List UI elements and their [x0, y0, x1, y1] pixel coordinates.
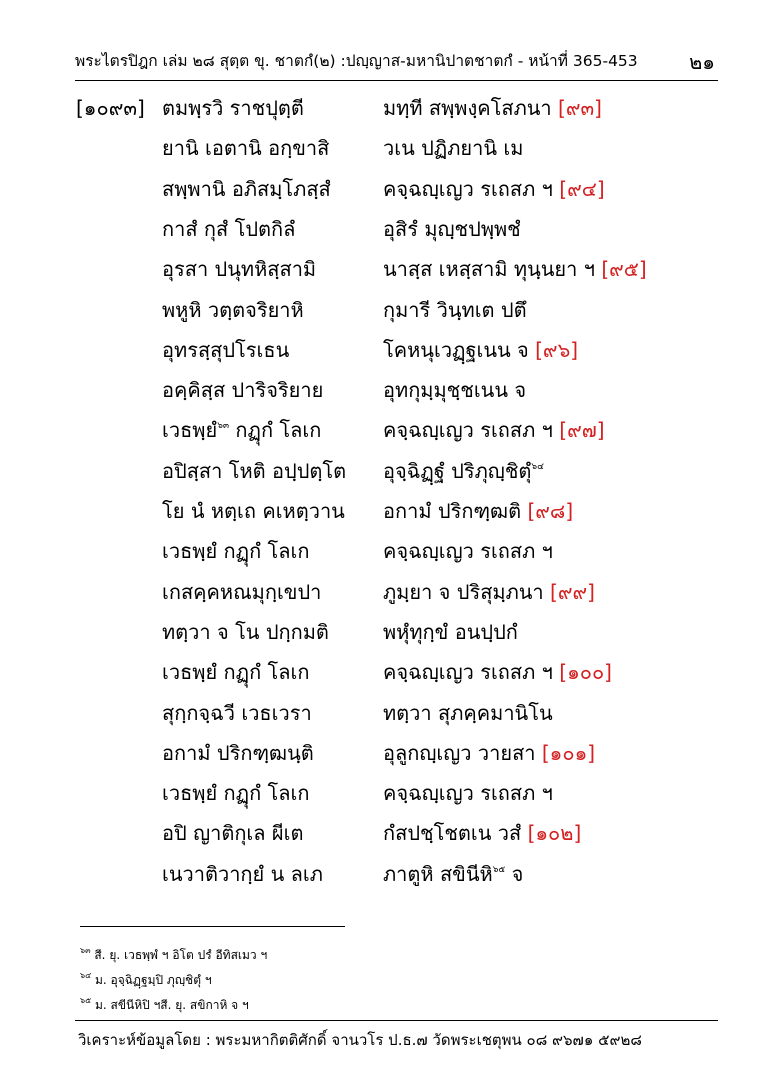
verse-right-text: คจฺฉญฺเญว รเถสภ ฯ [383, 781, 553, 806]
verse-left [162, 294, 304, 326]
verse-left [162, 697, 312, 729]
verse-right-rest: จ [505, 861, 524, 886]
header-divider [75, 80, 718, 81]
page-number: ๒๑ [689, 50, 715, 74]
verse-left [162, 737, 314, 769]
verse-row [0, 527, 770, 567]
verse-row [0, 487, 770, 527]
verse-right-text: วเน ปฏิภยานิ เม [383, 136, 524, 161]
verse-left-text: เนวาติวากฺยํ น ลเภ [162, 861, 323, 886]
verse-left [162, 92, 304, 124]
verse-left [162, 374, 323, 406]
footnote-mark: ๖๔ [80, 971, 92, 980]
verse-right-text: คจฺฉญฺเญว รเถสภ ฯ [383, 176, 553, 201]
verse-right-text: ทตฺวา สุภคฺคมานิโน [383, 700, 553, 725]
verse-right-text: คจฺฉญฺเญว รเถสภ ฯ [383, 660, 553, 685]
verse-right-text: อุลูกญฺเญว วายสา [383, 740, 536, 765]
verse-reference-number: [๙๔] [559, 176, 605, 201]
verse-right [383, 455, 544, 487]
verse-right [383, 173, 605, 205]
verse-right [383, 656, 612, 688]
verse-left [162, 132, 329, 164]
verse-number: [๑๐๙๓] [76, 96, 145, 120]
verse-left-text: สพฺพานิ อภิสมฺโภสฺสํ [162, 176, 331, 201]
verse-row [0, 84, 770, 124]
verse-left-text: เวธพฺยํ กฏุกํ โลเก [162, 781, 310, 806]
verse-left [162, 334, 289, 366]
verse-reference-number: [๑๐๒] [527, 821, 582, 846]
footnote-mark: ๖๓ [80, 946, 91, 955]
verse-left-text: อคฺคิสฺส ปาริจริยาย [162, 378, 324, 403]
verse-left-text: ทตฺวา จ โน ปกฺกมติ [162, 619, 329, 644]
verse-right [383, 817, 581, 849]
verse-row [0, 286, 770, 326]
verse-row [0, 447, 770, 487]
verse-left-text: โย นํ หตฺเถ คเหตฺวาน [162, 499, 345, 523]
verse-right [383, 576, 595, 608]
verse-left [162, 495, 345, 527]
verse-left [162, 535, 309, 567]
verse-right [383, 294, 527, 326]
page-header [75, 40, 715, 80]
verse-row [0, 689, 770, 729]
verse-right [383, 535, 553, 567]
verse-right-text: กุมารี วินฺทเต ปตึ [383, 297, 527, 322]
footnote-text: ม. สขีนีหิปิ ฯสี. ยุ. สขิกาหิ จ ฯ [91, 998, 249, 1012]
verse-right [383, 777, 553, 809]
verse-row [0, 809, 770, 849]
verse-right-text: นาสฺส เหสฺสามิ ทุนฺนยา ฯ [383, 257, 595, 282]
footnote-text: ม. อุจฺฉิฏฺฐมฺปิ ภุญฺชิตุํ ฯ [91, 973, 212, 987]
verse-right [383, 858, 523, 890]
verse-left-text: กาสํ กุสํ โปตกิลํ [162, 216, 296, 241]
verse-right-text: ภาตูหิ สขินีหิ [383, 861, 493, 886]
verse-left [162, 213, 295, 245]
verse-left [162, 414, 321, 446]
verse-right [383, 253, 647, 285]
verse-row [0, 205, 770, 245]
verse-right-text: อุสิรํ มุญฺชปพฺพชํ [383, 216, 521, 241]
verse-right [383, 414, 605, 446]
verse-row [0, 608, 770, 648]
footnote-marker: ๖๔ [531, 461, 544, 472]
verse-row [0, 769, 770, 809]
footnote [80, 943, 680, 968]
footer-divider [75, 1020, 718, 1021]
verse-left-text: อปิสฺสา โหติ อปฺปตฺโต [162, 458, 347, 483]
verse-reference-number: [๙๖] [535, 337, 579, 362]
footnotes [80, 943, 680, 1018]
page-footer: วิเคราะห์ข้อมูลโดย : พระมหากิตติศักดิ์ จานวโร ป.ธ.๗ วัดพระเชตุพน ๐๘ ๙๖๗๑ ๕๙๒๘ [78, 1031, 642, 1049]
footnote-marker: ๖๓ [217, 421, 230, 432]
footnote [80, 968, 680, 993]
footnote-mark: ๖๕ [80, 996, 92, 1005]
verse-reference-number: [๙๗] [559, 418, 605, 443]
verse-row [0, 245, 770, 285]
verse-right [383, 132, 523, 164]
verse-right-text: กํสปชฺโชตเน วสํ [383, 821, 522, 846]
verse-reference-number: [๙๘] [527, 499, 574, 523]
verse-left-text: อุรสา ปนุทหิสฺสามิ [162, 257, 317, 282]
verse-row [0, 406, 770, 446]
verse-right-text: ภูมฺยา จ ปริสุมฺภนา [383, 579, 544, 604]
footnote-divider [80, 926, 345, 927]
verse-left [162, 777, 309, 809]
verse-reference-number: [๙๙] [550, 579, 595, 604]
verse-row [0, 850, 770, 890]
verse-left-text: เวธพฺยํ กฏุกํ โลเก [162, 660, 310, 685]
verse-reference-number: [๙๓] [558, 96, 602, 120]
verse-row [0, 326, 770, 366]
verse-right-text: มทฺที สพฺพงฺคโสภนา [383, 96, 552, 120]
verse-right [383, 737, 595, 769]
verse-left [162, 656, 309, 688]
verse-left-text: พหูหิ วตฺตจริยาหิ [162, 297, 304, 322]
verse-right [383, 697, 553, 729]
verse-reference-number: [๑๐๑] [541, 740, 596, 765]
verse-reference-number: [๙๕] [601, 257, 647, 282]
verse-right [383, 495, 573, 527]
verse-left-text: เวธพฺยํ กฏุกํ โลเก [162, 539, 310, 564]
verse-left [162, 858, 323, 890]
verse-row [0, 124, 770, 164]
verse-right-text: โคหนุเวฏฺฐเนน จ [383, 337, 529, 362]
verse-left-text: เกสคฺคหณมุกฺเขปา [162, 579, 322, 604]
verse-left-text: อกามํ ปริกฑฺฒนฺติ [162, 740, 314, 765]
verse-left [162, 817, 303, 849]
verse-right [383, 616, 518, 648]
verse-left-text: เวธพฺยํ [162, 418, 218, 443]
verse-left [162, 576, 321, 608]
footnote-text: สี. ยุ. เวธพฺพํ ฯ อิโต ปรํ อีทิสเมว ฯ [90, 948, 268, 962]
verse-left-text: อุทรสฺสุปโรเธน [162, 337, 290, 362]
verse-right [383, 334, 578, 366]
verse-right-text: พหุํทุกฺขํ อนปฺปกํ [383, 619, 518, 644]
verse-right-text: อกามํ ปริกฑฺฒติ [383, 499, 522, 523]
verse-left [162, 173, 331, 205]
header-title: พระไตรปิฎก เล่ม ๒๘ สุตฺต ขุ. ชาตกํ(๒) :ปญฺญาส-มหานิปาตชาตกํ - หน้าที่ 365-453 [75, 52, 638, 70]
verse-left [162, 253, 316, 285]
verse-right-text: คจฺฉญฺเญว รเถสภ ฯ [383, 418, 553, 443]
verse-row [0, 648, 770, 688]
verse-left-text: ยานิ เอตานิ อกฺขาสิ [162, 136, 330, 161]
verse-right-text: อุทกุมฺมุชฺชเนน จ [383, 378, 527, 403]
verse-row [0, 165, 770, 205]
verse-right-text: คจฺฉญฺเญว รเถสภ ฯ [383, 539, 553, 564]
footnote-marker: ๖๕ [492, 864, 506, 875]
verse-reference-number: [๑๐๐] [559, 660, 612, 685]
verse-left-text: อปิ ญาติกุเล ผีเต [162, 821, 304, 846]
verse-left [162, 455, 346, 487]
verse-right [383, 374, 526, 406]
verse-left-text: ตมพฺรวิ ราชปุตฺตี [162, 96, 304, 120]
footnote [80, 993, 680, 1018]
verse-left-text: สุกฺกจฺฉวี เวธเวรา [162, 700, 312, 725]
verse-right-text: อุจฺฉิฏฺฐํ ปริภุญฺชิตุํ [383, 458, 532, 483]
verse-left-rest: กฏุกํ โลเก [229, 418, 322, 443]
verse-row [0, 568, 770, 608]
verse-row [0, 729, 770, 769]
verse-right [383, 213, 521, 245]
verse-row [0, 366, 770, 406]
verse-left [162, 616, 329, 648]
verse-right [383, 92, 602, 124]
